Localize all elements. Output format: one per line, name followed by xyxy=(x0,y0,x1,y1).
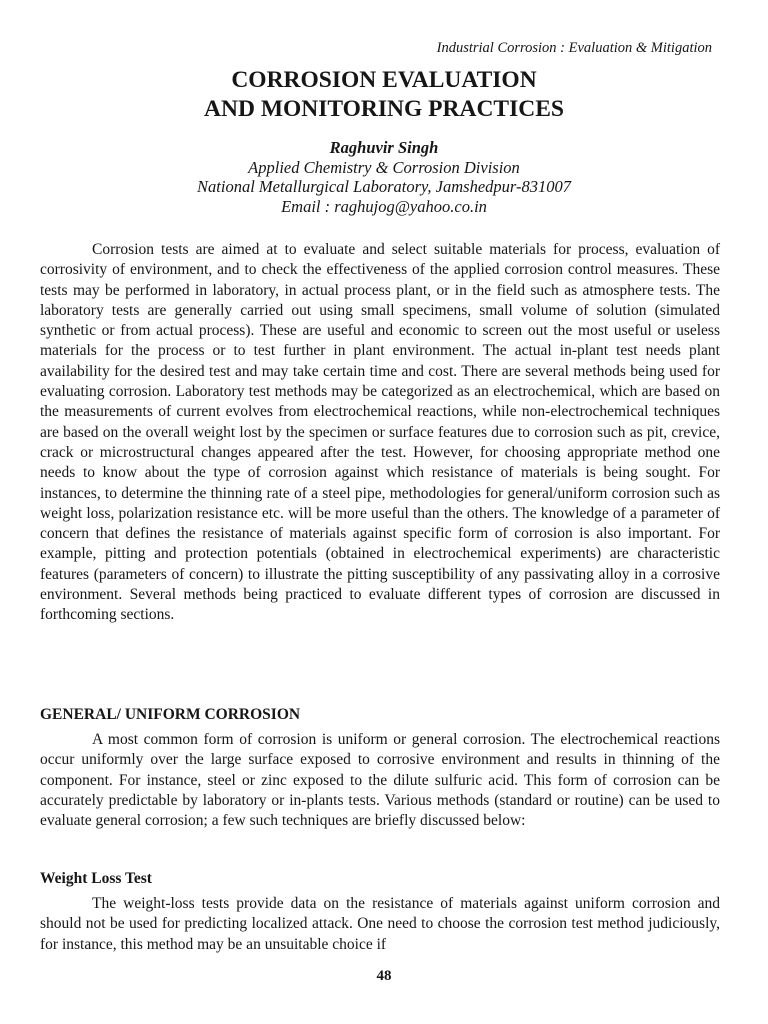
author-name: Raghuvir Singh xyxy=(329,138,439,157)
title-line-1: CORROSION EVALUATION xyxy=(231,67,537,93)
general-corrosion-paragraph: A most common form of corrosion is uniform or general corrosion. The electrochemical reactions occur uniformly over the large surface exposed to corrosive environment and results in thinning of the component. For instance, steel or zinc exposed to the dilute sulfuric acid. This form of corrosion can be accurately predictable by laboratory or in-plants tests. Various methods (standard or routine) can be used to evaluate general corrosion; a few such techniques are briefly discussed below: xyxy=(40,731,720,830)
section-heading-weight-loss-test: Weight Loss Test xyxy=(40,870,152,887)
author-division: Applied Chemistry & Corrosion Division xyxy=(248,157,520,177)
weight-loss-paragraph: The weight-loss tests provide data on the resistance of materials against uniform corrosion and should not be used for predicting localized attack. One need to choose the corrosion test method judiciously, for instance, this method may be an unsuitable choice if xyxy=(40,895,720,953)
page-number: 48 xyxy=(376,968,392,984)
author-institution: National Metallurgical Laboratory, Jamshedpur-831007 xyxy=(197,177,571,196)
article-title xyxy=(0,66,768,124)
section-heading-general-corrosion: GENERAL/ UNIFORM CORROSION xyxy=(40,706,301,723)
author-email: Email : raghujog@yahoo.co.in xyxy=(281,196,487,216)
intro-paragraph: Corrosion tests are aimed at to evaluate and select suitable materials for process, evaluation of corrosivity of environment, and to check the effectiveness of the applied corrosion control measures. These tests may be performed in laboratory, in actual process plant, or in the field such as atmosphere tests. The laboratory tests are generally carried out using small specimens, small volume of solution (simulated synthetic or from actual process). These are useful and economic to screen out the most useful or useless materials for the process or to test further in plant environment. The actual in-plant test needs plant availability for the desired test and may take certain time and cost. There are several methods being used for evaluating corrosion. Laboratory test methods may be categorized as an electrochemical, which are based on the measurements of current evolves from electrochemical reactions, while non-electrochemical techniques are based on the overall weight lost by the specimen or surface features due to corrosion such as pit, crevice, crack or microstructural changes appeared after the test. However, for choosing appropriate method one needs to know about the type of corrosion against which resistance of materials is being sought. For instances, to determine the thinning rate of a steel pipe, methodologies for general/uniform corrosion such as weight loss, polarization resistance etc. will be more useful than the others. The knowledge of a parameter of concern that defines the resistance of materials against specific form of corrosion is also important. For example, pitting and protection potentials (obtained in electrochemical experiments) are characteristic features (parameters of concern) to illustrate the pitting susceptibility of any passivating alloy in a corrosive environment. Several methods being practiced to evaluate different types of corrosion are discussed in forthcoming sections. xyxy=(40,241,720,624)
running-header: Industrial Corrosion : Evaluation & Mitigation xyxy=(436,40,712,56)
author-block xyxy=(0,138,768,216)
title-line-2: AND MONITORING PRACTICES xyxy=(204,96,564,122)
